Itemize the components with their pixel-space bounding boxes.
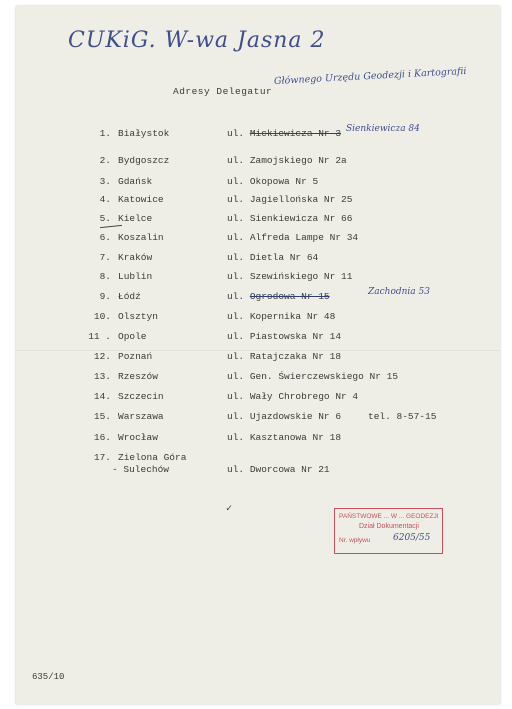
list-item-street (227, 213, 352, 224)
list-item-street (227, 371, 398, 382)
list-item-city: Kielce (118, 213, 153, 224)
list-item (16, 371, 500, 387)
list-item-number: 8. (99, 271, 111, 282)
street-address: Ratajczaka Nr 18 (249, 351, 342, 362)
list-item (16, 331, 500, 347)
list-item (16, 351, 500, 367)
list-item-street (227, 411, 341, 422)
list-item-city: Wrocław (118, 432, 158, 443)
title-handwriting: Głównego Urzędu Geodezji i Kartografii (273, 65, 467, 87)
street-prefix: ul. (227, 391, 245, 402)
list-item-street (227, 194, 352, 205)
list-item-number: 17. (93, 452, 111, 463)
list-item-city: Łódź (118, 291, 141, 302)
list-item-city: Katowice (118, 194, 164, 205)
list-item-number: 12. (93, 351, 111, 362)
list-item (16, 155, 500, 171)
handwritten-correction: Sienkiewicza 84 (346, 124, 420, 134)
stamp-handwritten-number: 6205/55 (393, 533, 431, 543)
stamp-line-3: Nr. wpływu (339, 537, 371, 544)
list-item-street (227, 464, 330, 475)
street-prefix: ul. (227, 128, 245, 139)
street-prefix: ul. (227, 331, 245, 342)
list-item-number: 1. (99, 128, 111, 139)
street-prefix: ul. (227, 213, 245, 224)
street-address: Alfreda Lampe Nr 34 (249, 232, 359, 243)
list-item-street (227, 331, 341, 342)
list-item (16, 287, 500, 307)
street-prefix: ul. (227, 155, 245, 166)
list-item-street (227, 311, 335, 322)
street-prefix: ul. (227, 252, 245, 263)
street-address: Kopernika Nr 48 (249, 311, 336, 322)
list-item-city: Gdańsk (118, 176, 153, 187)
list-item (16, 232, 500, 248)
stamp-line-2: Dział Dokumentacji (359, 523, 419, 530)
street-prefix: ul. (227, 176, 245, 187)
list-item-street (227, 291, 330, 302)
struck-street-address: Mickiewicza Nr 3 (249, 128, 342, 139)
handwritten-correction: Zachodnia 53 (368, 287, 430, 297)
street-prefix: ul. (227, 291, 245, 302)
list-item-city: Kraków (118, 252, 153, 263)
ink-mark: ✓ (226, 504, 233, 515)
street-address: Zamojskiego Nr 2a (249, 155, 347, 166)
list-item-city: Opole (118, 331, 147, 342)
list-item-street (227, 252, 318, 263)
list-item-city: Koszalin (118, 232, 164, 243)
street-prefix: ul. (227, 432, 245, 443)
list-item-number: 14. (93, 391, 111, 402)
street-prefix: ul. (227, 464, 245, 475)
list-item-number: 9. (99, 291, 111, 302)
list-item-city: Warszawa (118, 411, 164, 422)
list-item-number: 16. (93, 432, 111, 443)
document-title: Adresy Delegatur (173, 86, 273, 97)
list-item (16, 452, 500, 475)
street-prefix: ul. (227, 311, 245, 322)
list-item-street (227, 128, 341, 139)
street-prefix: ul. (227, 411, 245, 422)
list-item-street (227, 271, 352, 282)
list-item (16, 432, 500, 448)
list-item-city: Lublin (118, 271, 153, 282)
document-page (16, 6, 500, 704)
list-item-number: 5. (99, 213, 111, 224)
street-address: Dietla Nr 64 (249, 252, 319, 263)
street-prefix: ul. (227, 351, 245, 362)
street-address: Dworcowa Nr 21 (249, 464, 330, 475)
list-item-number: 6. (99, 232, 111, 243)
street-address: Jagiellońska Nr 25 (249, 194, 353, 205)
street-prefix: ul. (227, 271, 245, 282)
street-prefix: ul. (227, 232, 245, 243)
list-item-street (227, 176, 318, 187)
list-item-city: Białystok (118, 128, 170, 139)
list-item-number: 7. (99, 252, 111, 263)
street-address: Szewińskiego Nr 11 (249, 271, 353, 282)
list-item (16, 391, 500, 407)
list-item (16, 176, 500, 192)
header-handwriting: CUKiG. W-wa Jasna 2 (68, 28, 326, 53)
list-item-number: 4. (99, 194, 111, 205)
street-address: Piastowska Nr 14 (249, 331, 342, 342)
list-item (16, 271, 500, 287)
list-item-number: 11 . (88, 331, 111, 342)
registry-stamp (334, 508, 443, 554)
phone-number: tel. 8-57-15 (368, 411, 437, 422)
list-item-city: Poznań (118, 351, 153, 362)
list-item-number: 3. (99, 176, 111, 187)
list-item-street (227, 232, 358, 243)
street-address: Kasztanowa Nr 18 (249, 432, 342, 443)
stamp-line-1: PAŃSTWOWE ... W ... GEODEZJI (339, 513, 439, 520)
struck-street-address: Ogrodowa Nr 15 (249, 291, 330, 302)
list-item-street (227, 391, 358, 402)
list-item-city: Bydgoszcz (118, 155, 170, 166)
list-item-city: Szczecin (118, 391, 164, 402)
list-item (16, 194, 500, 210)
list-item (16, 311, 500, 327)
list-item (16, 213, 500, 229)
list-item-city-second-line: - Sulechów (112, 464, 170, 475)
list-item-street (227, 155, 347, 166)
street-address: Okopowa Nr 5 (249, 176, 319, 187)
street-prefix: ul. (227, 371, 245, 382)
list-item-city: Rzeszów (118, 371, 158, 382)
list-item-number: 2. (99, 155, 111, 166)
list-item-city: Olsztyn (118, 311, 158, 322)
list-item-number: 10. (93, 311, 111, 322)
street-address: Sienkiewicza Nr 66 (249, 213, 353, 224)
street-prefix: ul. (227, 194, 245, 205)
street-address: Gen. Świerczewskiego Nr 15 (249, 371, 399, 382)
street-address: Wały Chrobrego Nr 4 (249, 391, 359, 402)
list-item (16, 124, 500, 144)
list-item-street (227, 351, 341, 362)
footer-reference: 635/10 (32, 672, 65, 682)
list-item-number: 13. (93, 371, 111, 382)
list-item (16, 411, 500, 427)
list-item-city: Zielona Góra (118, 452, 187, 463)
list-item (16, 252, 500, 268)
list-item-street (227, 432, 341, 443)
list-item-number: 15. (93, 411, 111, 422)
street-address: Ujazdowskie Nr 6 (249, 411, 342, 422)
